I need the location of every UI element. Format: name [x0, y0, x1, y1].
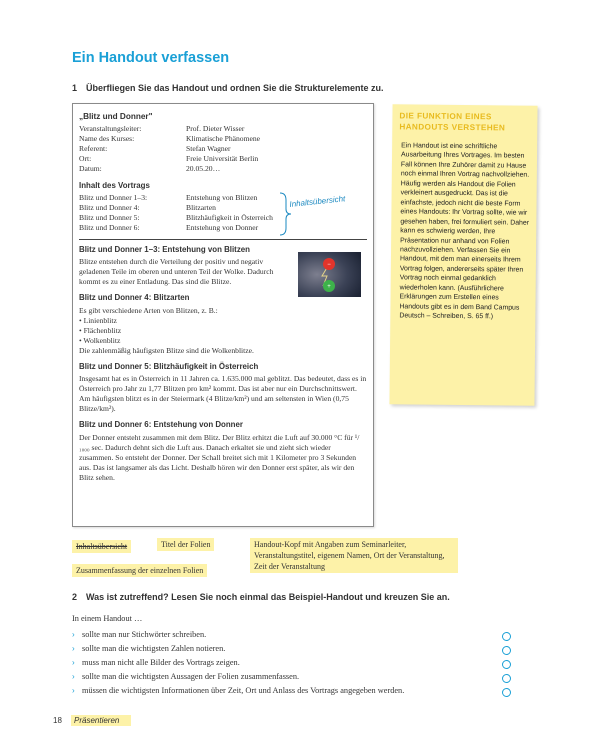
statement-row	[72, 672, 516, 681]
task-1	[72, 83, 384, 93]
answer-checkbox[interactable]	[502, 632, 511, 641]
answer-checkbox[interactable]	[502, 674, 511, 683]
arrow-icon: ›	[72, 672, 75, 681]
answer-checkbox[interactable]	[502, 660, 511, 669]
toc-value: Blitzarten	[186, 202, 216, 212]
example-handout	[72, 103, 374, 527]
toc-key: Blitz und Donner 6:	[79, 222, 140, 232]
meta-key: Name des Kurses:	[79, 134, 135, 144]
meta-row	[79, 134, 367, 144]
answer-checkbox[interactable]	[502, 688, 511, 697]
meta-value: Prof. Dieter Wisser	[186, 124, 245, 134]
toc-key: Blitz und Donner 5:	[79, 212, 140, 222]
statement-text: sollte man die wichtigsten Zahlen notieren.	[82, 644, 226, 653]
sidebar-text: Ein Handout ist eine schriftliche Ausarbeitung Ihres Vortrages. Im besten Fall können Ihre Zuhörer damit zu Hause noch einmal Ihren Vortrag nachvollziehen. Häufig werden als Handout die Folien verkleinert ausgedruckt. Das ist die einfachste, jedoch nicht die beste Form eines Handouts: Ihr Vortrag sollte, wie wir gesehen haben, frei formuliert sein. Daher kann es schwierig werden, Ihre Präsentation nur anhand von Folien nachzuvollziehen. Verfassen Sie ein Handout, mit dem man einerseits Ihrem Vortrag folgen, andererseits später Ihren Vortrag noch einmal gedanklich wiederholen kann. (Ausführlichere Erklärungen zum Erstellen eines Handouts gibt es in dem Band Campus Deutsch – Schreiben, S. 65 ff.)	[399, 142, 530, 321]
section-1-title: Blitz und Donner 1–3: Entstehung von Blitzen	[79, 245, 250, 255]
statement-text: sollte man nur Stichwörter schreiben.	[82, 630, 207, 639]
task-2-number: 2	[72, 592, 78, 602]
meta-row	[79, 154, 367, 164]
section-4-title: Blitz und Donner 6: Entstehung von Donner	[79, 420, 243, 430]
statement-row	[72, 644, 516, 653]
arrow-icon: ›	[72, 630, 75, 639]
toc-row	[79, 223, 367, 233]
toc-row	[79, 213, 367, 223]
meta-value: Freie Universität Berlin	[186, 154, 259, 164]
blitzarten-list	[79, 316, 367, 346]
toc-key: Blitz und Donner 1–3:	[79, 192, 148, 202]
chip-zusammenfassung[interactable]	[72, 564, 207, 577]
toc-value: Blitzhäufigkeit in Österreich	[186, 212, 273, 222]
handwritten-annotation: Inhaltsübersicht	[289, 194, 346, 209]
section-2-title: Blitz und Donner 4: Blitzarten	[79, 293, 190, 303]
section-2-intro: Es gibt verschiedene Arten von Blitzen, z. B.:	[79, 305, 218, 315]
meta-row	[79, 124, 367, 134]
chip-inhaltsuebersicht[interactable]	[72, 540, 131, 553]
chip-titel-der-folien[interactable]	[157, 538, 214, 551]
curly-brace-icon	[278, 192, 292, 236]
handout-meta	[79, 124, 367, 174]
page-footer	[53, 716, 131, 725]
list-item: • Wolkenblitz	[79, 336, 367, 346]
handout-title: „Blitz und Donner"	[79, 112, 153, 121]
toc-heading: Inhalt des Vortrags	[79, 180, 150, 190]
chip-label: Handout-Kopf mit Angaben zum Seminarleiter, Veranstaltungstitel, eigenem Namen, Ort der Veranstaltung, Zeit der Veranstaltung	[254, 540, 445, 571]
chip-label: Zusammenfassung der einzelnen Folien	[76, 566, 204, 575]
meta-key: Datum:	[79, 164, 102, 174]
list-item: • Flächenblitz	[79, 326, 367, 336]
task-2-text: Was ist zutreffend? Lesen Sie noch einmal das Beispiel-Handout und kreuzen Sie an.	[86, 592, 450, 602]
sidebar-heading: DIE FUNKTION EINES HANDOUTS VERSTEHEN	[399, 111, 506, 133]
meta-row	[79, 144, 367, 154]
arrow-icon: ›	[72, 658, 75, 667]
section-2-outro: Die zahlenmäßig häufigsten Blitze sind die Wolkenblitze.	[79, 345, 254, 355]
statement-row	[72, 658, 516, 667]
task-1-number: 1	[72, 83, 78, 93]
thundercloud-image	[298, 252, 361, 297]
meta-key: Ort:	[79, 154, 92, 164]
chip-handout-kopf[interactable]	[250, 538, 458, 573]
sidebar-body	[399, 141, 531, 322]
answer-checkbox[interactable]	[502, 646, 511, 655]
statements-lead: In einem Handout …	[72, 614, 143, 623]
statement-text: müssen die wichtigsten Informationen über Zeit, Ort und Anlass des Vortrags angegeben werden.	[82, 686, 405, 695]
statement-row	[72, 686, 516, 695]
statement-text: muss man nicht alle Bilder des Vortrags zeigen.	[82, 658, 240, 667]
chapter-label: Präsentieren	[71, 715, 131, 726]
chip-label: Inhaltsübersicht	[76, 542, 128, 551]
meta-value: Stefan Wagner	[186, 144, 231, 154]
divider	[79, 239, 367, 240]
meta-value: Klimatische Phänomene	[186, 134, 261, 144]
task-1-text: Überfliegen Sie das Handout und ordnen Sie die Strukturelemente zu.	[86, 83, 384, 93]
svg-text:−: −	[327, 262, 331, 268]
task-2	[72, 592, 450, 602]
chip-label: Titel der Folien	[161, 540, 211, 549]
info-sidebar	[389, 104, 537, 406]
meta-key: Veranstaltungsleiter:	[79, 124, 142, 134]
arrow-icon: ›	[72, 686, 75, 695]
toc-value: Entstehung von Donner	[186, 222, 259, 232]
meta-row	[79, 164, 367, 174]
arrow-icon: ›	[72, 644, 75, 653]
section-1-text: Blitze entstehen durch die Verteilung der positiv und negativ geladenen Teile im oberen und unteren Teil der Wolke. Dadurch kommt es zu einer Entladung. Das sind die Blitze.	[79, 257, 274, 287]
meta-key: Referent:	[79, 144, 108, 154]
list-item: • Linienblitz	[79, 316, 367, 326]
statement-text: sollte man die wichtigsten Aussagen der Folien zusammenfassen.	[82, 672, 300, 681]
page-title: Ein Handout verfassen	[72, 50, 230, 66]
section-3-title: Blitz und Donner 5: Blitzhäufigkeit in Österreich	[79, 361, 259, 371]
svg-text:+: +	[327, 284, 331, 290]
toc-key: Blitz und Donner 4:	[79, 202, 140, 212]
toc-value: Entstehung von Blitzen	[186, 192, 258, 202]
statement-row	[72, 630, 516, 639]
section-3-text: Insgesamt hat es in Österreich in 11 Jahren ca. 1.635.000 mal geblitzt. Das bedeutet, dass es in Österreich pro Jahr zu 1,77 Blitzen pro km² kommt. Das ist aber nur ein Durchschnittswert. Am häufigsten blitzt es in der Steiermark (4 Blitze/km²) und am seltensten in Wien (0,75 Blitze/km²).	[79, 374, 367, 414]
section-4-text: Der Donner entsteht zusammen mit dem Blitz. Der Blitz erhitzt die Luft auf 30.000 °C für ¹/₁₀₀₀ sec. Dadurch dehnt sich die Luft aus. Danach erkaltet sie und zieht sich wieder zusammen. So entsteht der Donner. Der Schall breitet sich mit 1 Kilometer pro 3 Sekunden aus. Das ist langsamer als das Licht. Deshalb hören wir den Donner erst später, als wir den Blitz sehen.	[79, 432, 360, 482]
meta-value: 20.05.20…	[186, 164, 221, 174]
page-number: 18	[53, 716, 62, 725]
